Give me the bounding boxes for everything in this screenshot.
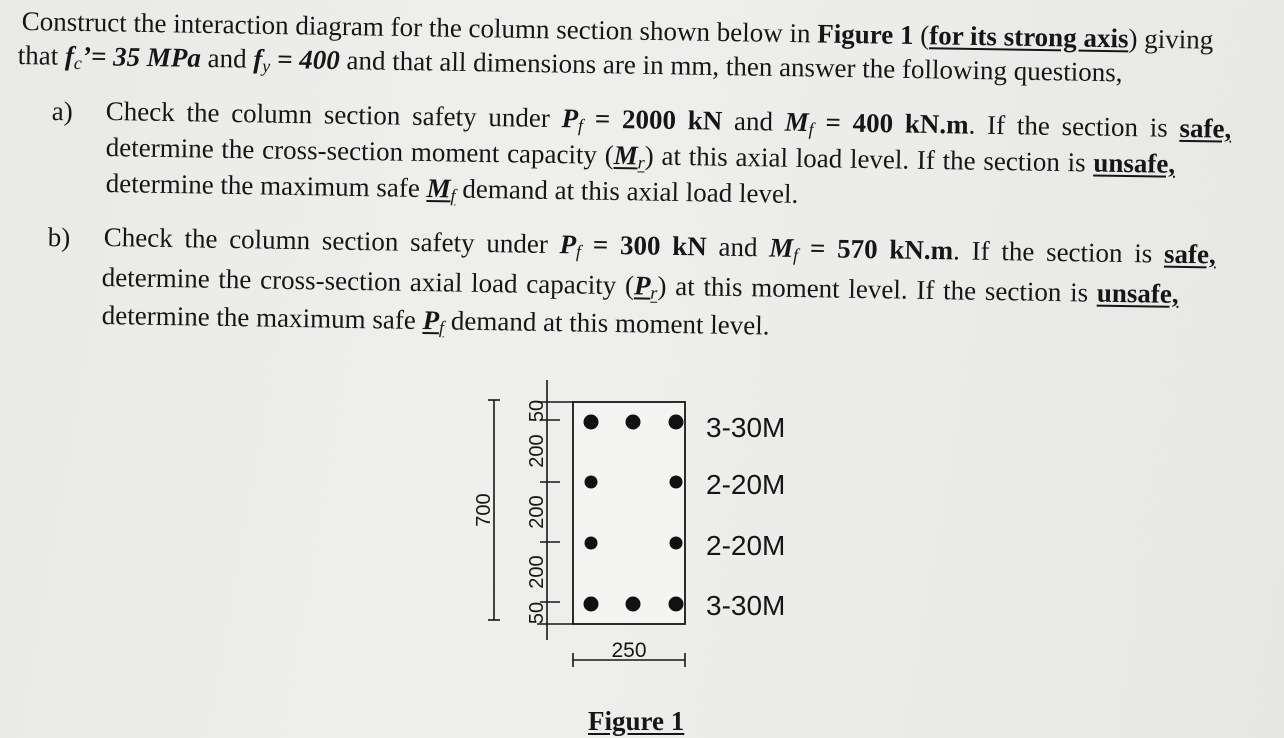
rebar-30m bbox=[584, 597, 599, 612]
width-label: 250 bbox=[611, 639, 647, 662]
question-a-line-2: determine the cross-section moment capacity $(M_r)$ at this axial load level. If the section is unsafe, bbox=[105, 132, 1176, 179]
rebar-30m bbox=[626, 597, 641, 612]
intro-line-2: that $f_c’= 35$ MPa and $f_y = 400$ and that all dimensions are in mm, then answer the following questions, bbox=[17, 40, 1123, 88]
spacing-bottom-middle: 200 bbox=[526, 555, 548, 589]
spacing-top-middle: 200 bbox=[526, 434, 548, 468]
rebar-row-label: 2-20M bbox=[706, 530, 786, 561]
intro-line-1: Construct the interaction diagram for the column section shown below in Figure 1 (for its strong axis) giving bbox=[21, 6, 1214, 55]
question-b-line-3: determine the maximum safe $P_f$ demand at this moment level. bbox=[101, 300, 770, 341]
column-section-outline bbox=[573, 402, 685, 624]
question-b-line-1: Check the column section safety under $P_f = 300$ kN and $M_f = 570$ kN.m. If the section is safe, bbox=[103, 222, 1217, 270]
question-a-line-3: determine the maximum safe $M_f$ demand at this axial load level. bbox=[105, 168, 799, 209]
rebar-row-label: 3-30M bbox=[706, 412, 786, 443]
rebar-30m bbox=[669, 415, 684, 430]
rebar-30m bbox=[669, 597, 684, 612]
rebar-20m bbox=[585, 537, 598, 550]
rebar-20m bbox=[670, 537, 683, 550]
question-a-line-1: Check the column section safety under $P_f = 2000$ kN and $M_f = 400$ kN.m. If the section is safe, bbox=[105, 96, 1232, 144]
rebar-30m bbox=[626, 415, 641, 430]
rebar-20m bbox=[585, 476, 598, 489]
spacing-center: 200 bbox=[526, 495, 548, 529]
question-b-label: b) bbox=[47, 222, 71, 253]
question-a-label: a) bbox=[51, 96, 73, 127]
rebar-row-label: 3-30M bbox=[706, 590, 786, 621]
rebar-30m bbox=[584, 415, 599, 430]
spacing-top-cover: 50 bbox=[526, 399, 548, 423]
rebar-row-label: 2-20M bbox=[706, 469, 786, 500]
figure-caption: Figure 1 bbox=[588, 706, 685, 736]
question-b-line-2: determine the cross-section axial load capacity $(P_r)$ at this moment level. If the section is unsafe, bbox=[101, 262, 1179, 309]
spacing-bottom-cover: 50 bbox=[526, 601, 548, 625]
rebar-20m bbox=[670, 476, 683, 489]
total-height-label: 700 bbox=[473, 493, 495, 527]
